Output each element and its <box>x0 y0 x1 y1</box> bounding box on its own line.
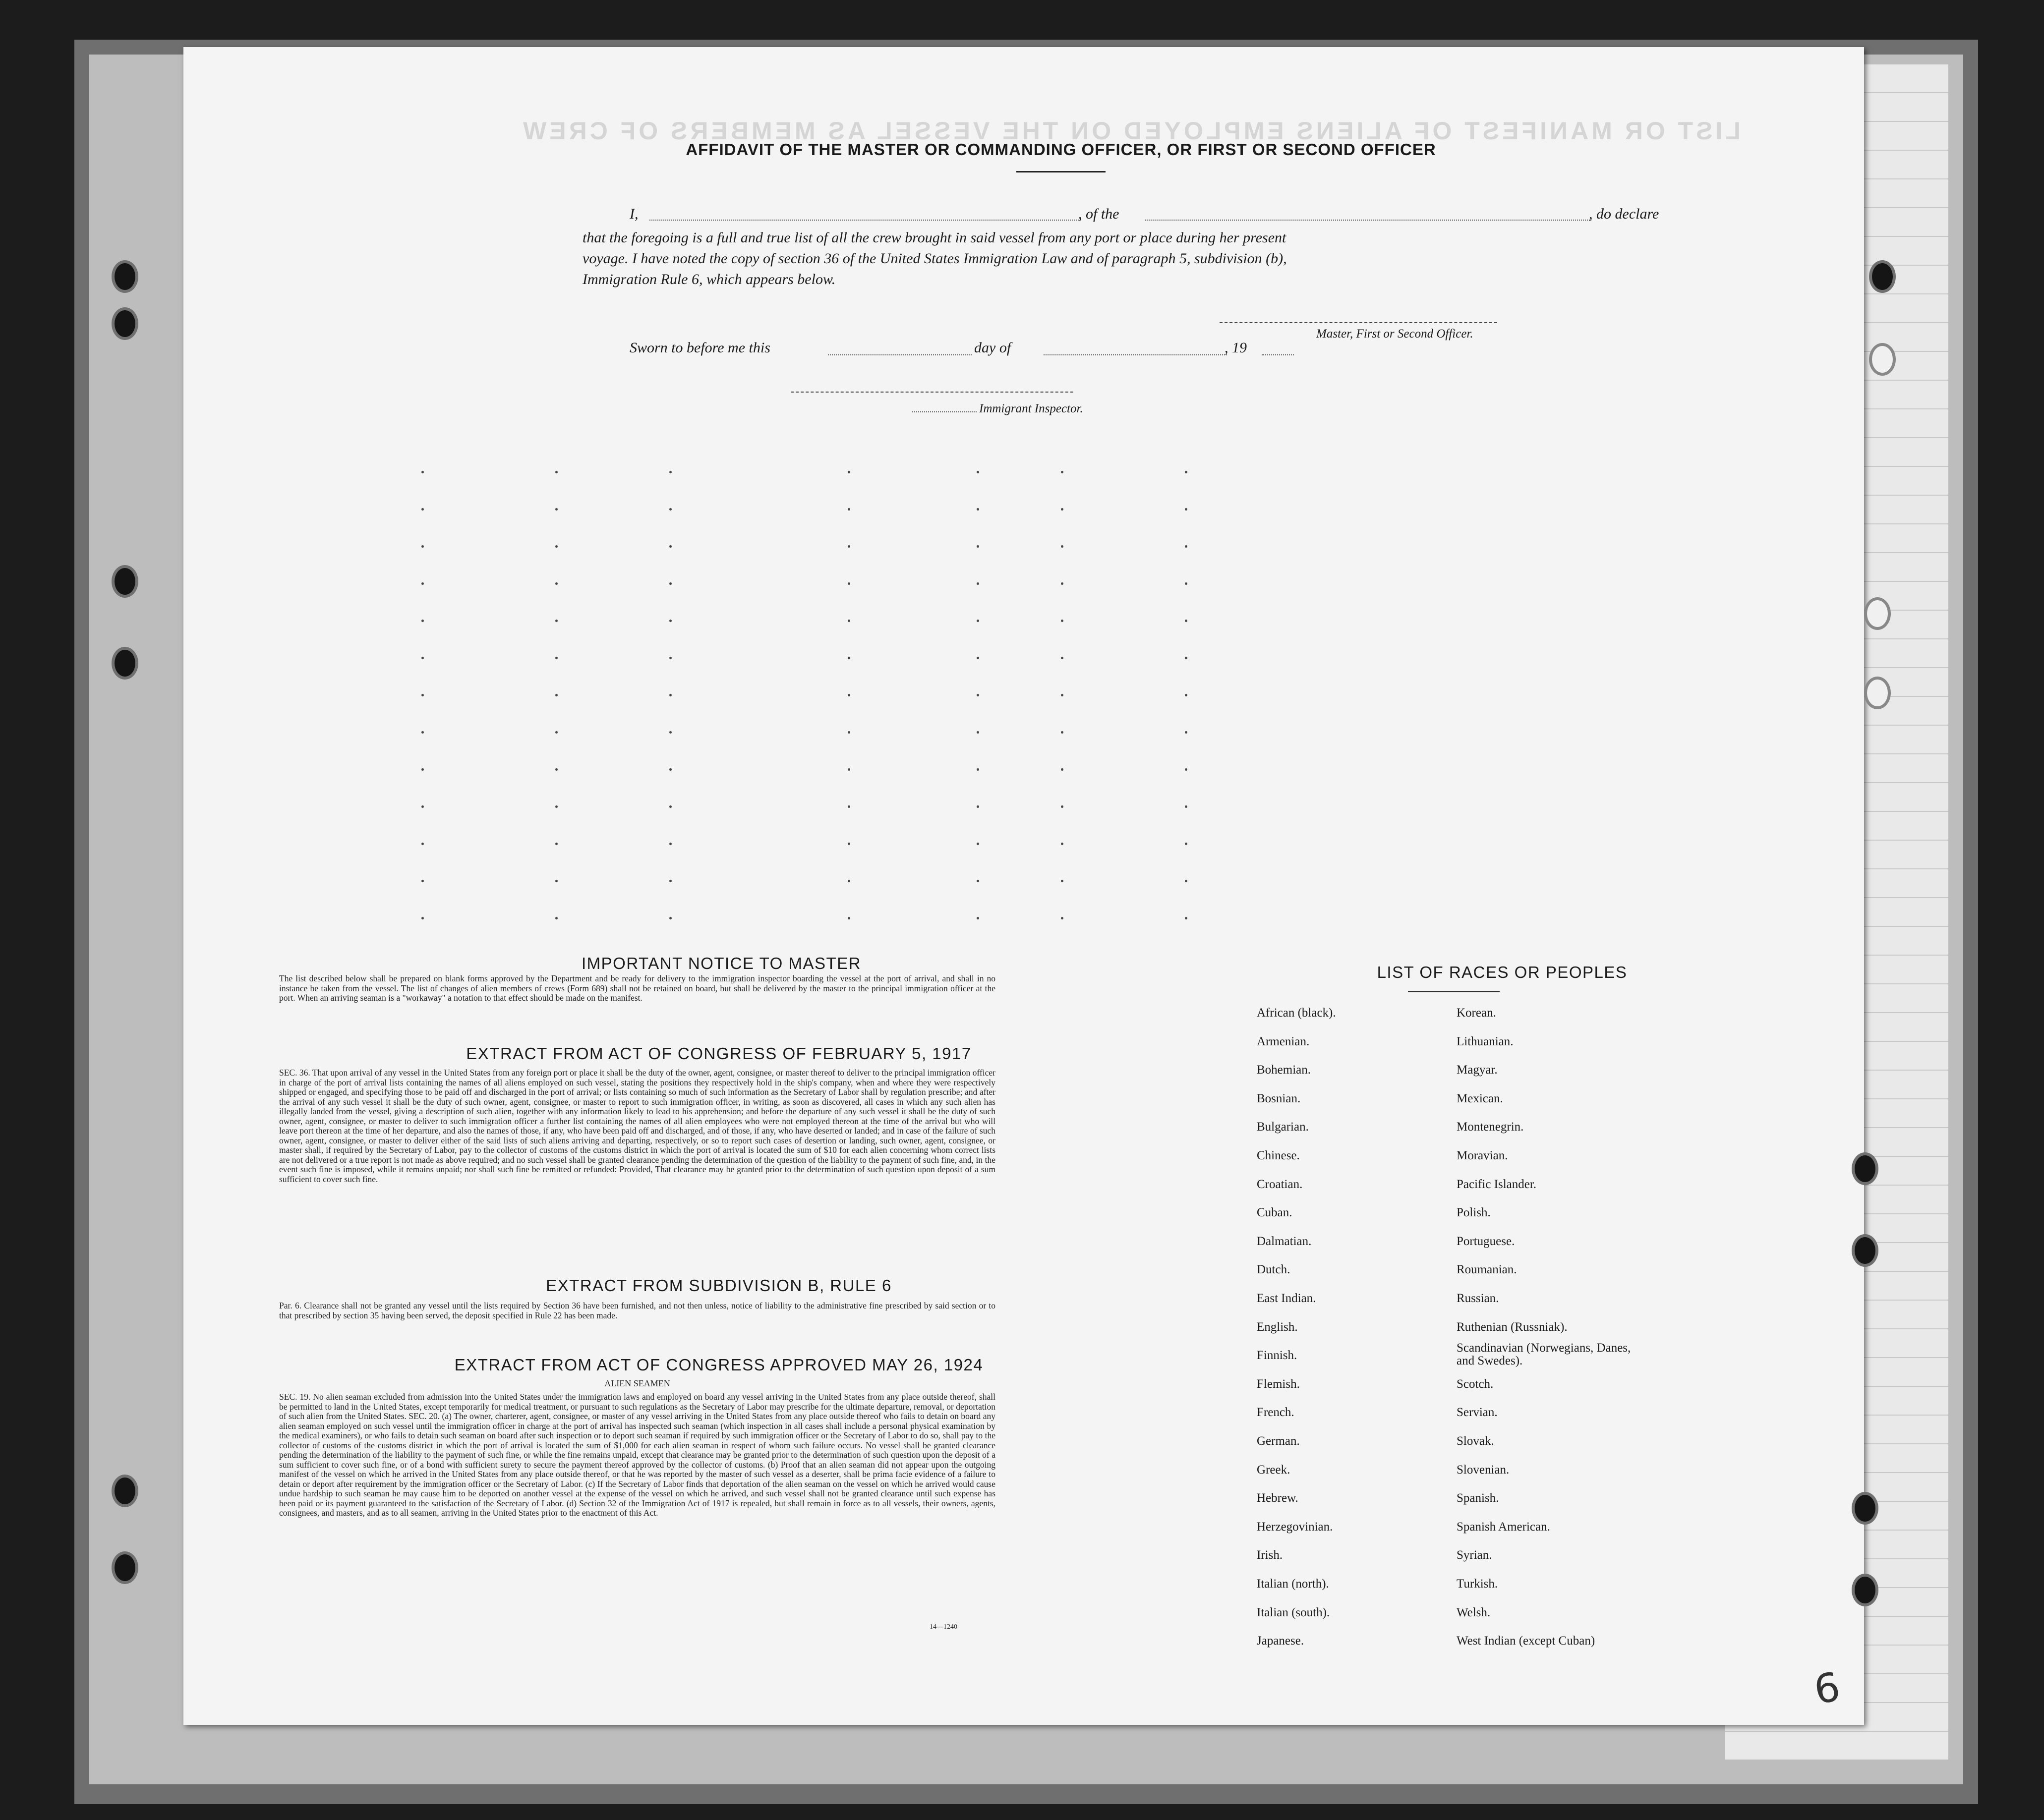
inspector-lead-dots <box>912 411 977 412</box>
binder-hole-icon <box>112 1551 138 1584</box>
race-item: German. <box>1257 1434 1300 1448</box>
race-item: Ruthenian (Russniak). <box>1457 1320 1568 1334</box>
race-item: Italian (south). <box>1257 1605 1330 1619</box>
races-title: LIST OF RACES OR PEOPLES <box>1377 963 1628 981</box>
binder-hole-icon <box>112 565 138 598</box>
sworn-day-label: day of <box>974 340 1011 356</box>
binder-hole-icon <box>1869 260 1896 293</box>
race-item: Syrian. <box>1457 1548 1492 1562</box>
binder-hole-icon <box>1864 597 1891 630</box>
race-item: Croatian. <box>1257 1177 1303 1191</box>
race-item: Turkish. <box>1457 1577 1498 1591</box>
race-item: Magyar. <box>1457 1063 1498 1077</box>
vessel-blank[interactable] <box>1145 220 1591 221</box>
race-item: African (black). <box>1257 1006 1336 1020</box>
bleed-through-heading: LIST OR MANIFEST OF ALIENS EMPLOYED ON THE VESSEL AS MEMBERS OF CREW <box>520 117 1741 145</box>
binder-hole-icon <box>1852 1152 1878 1185</box>
race-item: Portuguese. <box>1457 1234 1515 1248</box>
race-item: Scotch. <box>1457 1377 1494 1391</box>
affidavit-line-1: that the foregoing is a full and true list of all the crew brought in said vessel from any port or place during her present <box>583 229 1286 246</box>
page-number-handwritten: 6 <box>1810 1663 1844 1713</box>
inspector-signature-line[interactable] <box>791 392 1073 393</box>
race-item: Lithuanian. <box>1457 1034 1514 1048</box>
title-rule <box>1016 171 1106 172</box>
master-signature-line[interactable] <box>1220 322 1497 323</box>
race-item: Montenegrin. <box>1457 1120 1524 1134</box>
inspector-label: Immigrant Inspector. <box>979 402 1083 415</box>
extract-1917-title: EXTRACT FROM ACT OF CONGRESS OF FEBRUARY 5, 1917 <box>466 1044 972 1063</box>
affidavit-title: AFFIDAVIT OF THE MASTER OR COMMANDING OFFICER, OR FIRST OR SECOND OFFICER <box>686 140 1436 159</box>
race-item: West Indian (except Cuban) <box>1457 1634 1595 1648</box>
race-item: Bosnian. <box>1257 1091 1301 1105</box>
race-item: Finnish. <box>1257 1349 1297 1363</box>
race-item: Herzegovinian. <box>1257 1520 1333 1534</box>
binder-hole-icon <box>112 647 138 680</box>
subdivision-title: EXTRACT FROM SUBDIVISION B, RULE 6 <box>546 1276 892 1295</box>
declare-of-the: , of the <box>1078 206 1119 222</box>
race-item: Cuban. <box>1257 1206 1292 1220</box>
extract-1917-body: SEC. 36. That upon arrival of any vessel in the United States from any foreign port or place it shall be the duty of the owner, agent, consignee, or master thereof to deliver to the principal immigration officer in charge of the port of arrival lists containing the names of all aliens employed on such vessel, stating the positions they respectively hold in the ship's company, when and where they were respectively shipped or engaged, and specifying those to be paid off and discharged in the port of arrival; or lists containing so much of such information as the Secretary of Labor shall by regulation prescribe; and after the arrival of any such vessel it shall be the duty of such owner, agent, consignee, or master to report to such immigration officer, in writing, as soon as discovered, all cases in which any such alien has illegally landed from the vessel, giving a description of such alien, together with any information likely to lead to his apprehension; and before the departure of any such vessel it shall be the duty of such owner, agent, consignee, or master to deliver to such immigration officer a further list containing the names of all alien employees who were not employed thereon at the time of the arrival but who will leave port thereon at the time of her departure, and also the names of those, if any, who have been paid off and discharged, and of those, if any, who have deserted or landed; and in case of the failure of such owner, agent, consignee, or master to deliver either of the said lists of such aliens arriving and departing, respectively, or so to report such cases of desertion or landing, such owner, agent, consignee, or master shall, if required by the Secretary of Labor, pay to the collector of customs of the customs district in which the port of arrival is located the sum of $10 for each alien concerning whom correct lists are not delivered or a true report is not made as above required; and no such vessel shall be granted clearance pending the determination of the question of the liability to the payment of such fine, and, in the event such fine is imposed, while it remains unpaid; nor shall such fine be remitted or refunded: Provided, That clearance may be granted prior to the determination of such question upon deposit of a sum sufficient to cover such fine. <box>279 1068 995 1184</box>
column-dots <box>421 454 1562 949</box>
race-item: Bulgarian. <box>1257 1120 1309 1134</box>
race-item: Chinese. <box>1257 1149 1300 1162</box>
race-item: Dalmatian. <box>1257 1234 1312 1248</box>
alien-seamen-subtitle: ALIEN SEAMEN <box>604 1378 670 1388</box>
race-item: Spanish. <box>1457 1491 1499 1505</box>
race-item: Bohemian. <box>1257 1063 1311 1077</box>
race-item: English. <box>1257 1320 1298 1334</box>
binder-hole-icon <box>112 307 138 340</box>
race-item: Flemish. <box>1257 1377 1300 1391</box>
sworn-day-blank[interactable] <box>828 354 972 355</box>
races-rule <box>1408 991 1500 992</box>
sworn-year-blank[interactable] <box>1262 354 1294 355</box>
race-item: Italian (north). <box>1257 1577 1329 1591</box>
race-item: Dutch. <box>1257 1263 1290 1277</box>
race-item: Irish. <box>1257 1548 1283 1562</box>
race-item: Spanish American. <box>1457 1520 1550 1534</box>
declare-do: , do declare <box>1589 206 1659 222</box>
subdivision-body: Par. 6. Clearance shall not be granted any vessel until the lists required by Section 36 have been furnished, and not then unless, notice of liability to the administrative fine prescribed by said section or to that prescribed by section 35 having been served, the deposit specified in Rule 22 has been made. <box>279 1301 995 1320</box>
extract-1924-title: EXTRACT FROM ACT OF CONGRESS APPROVED MAY 26, 1924 <box>454 1356 984 1374</box>
race-item: Moravian. <box>1457 1149 1508 1162</box>
race-item: Hebrew. <box>1257 1491 1298 1505</box>
binder-hole-icon <box>112 260 138 293</box>
race-item: Korean. <box>1457 1006 1496 1020</box>
race-item: Servian. <box>1457 1406 1498 1420</box>
race-item: Slovenian. <box>1457 1463 1510 1477</box>
notice-title: IMPORTANT NOTICE TO MASTER <box>581 954 861 972</box>
race-item: Armenian. <box>1257 1034 1310 1048</box>
race-item: Russian. <box>1457 1292 1499 1305</box>
race-item: Pacific Islander. <box>1457 1177 1537 1191</box>
binder-hole-icon <box>1852 1574 1878 1606</box>
notice-body: The list described below shall be prepared on blank forms approved by the Department and be ready for delivery to the immigration inspector boarding the vessel at the port of arrival, and shall in no instance be taken from the vessel. The list of changes of alien members of crews (Form 689) shall not be retained on board, but shall be delivered by the master to the principal immigration officer at the port. When an arriving seaman is a "workaway" a notation to that effect should be made on the manifest. <box>279 973 995 1003</box>
race-item: French. <box>1257 1406 1294 1420</box>
race-item: Japanese. <box>1257 1634 1304 1648</box>
binder-hole-icon <box>112 1475 138 1507</box>
race-item: East Indian. <box>1257 1292 1316 1305</box>
binder-hole-icon <box>1864 677 1891 709</box>
race-item: Greek. <box>1257 1463 1290 1477</box>
binder-hole-icon <box>1852 1234 1878 1267</box>
sworn-month-blank[interactable] <box>1044 354 1227 355</box>
binder-hole-icon <box>1869 343 1896 376</box>
race-item: Polish. <box>1457 1206 1491 1220</box>
race-item: Roumanian. <box>1457 1263 1517 1277</box>
race-item: Slovak. <box>1457 1434 1494 1448</box>
binder-hole-icon <box>1852 1492 1878 1525</box>
affidavit-line-2: voyage. I have noted the copy of section 36 of the United States Immigration Law and of paragraph 5, subdivision (b), <box>583 250 1287 267</box>
extract-1924-body: SEC. 19. No alien seaman excluded from admission into the United States under the immigration laws and employed on board any vessel arriving in the United States from any place outside thereof, shall be permitted to land in the United States, except temporarily for medical treatment, or pursuant to such regulations as the Secretary of Labor may prescribe for the ultimate departure, removal, or deportation of such alien from the United States. SEC. 20. (a) The owner, charterer, agent, consignee, or master of any vessel arriving in the United States from any place outside thereof who fails to detain on board any alien seaman employed on such vessel until the immigration officer in charge at the port of arrival has inspected such seaman (which inspection in all cases shall include a personal physical examination by the medical examiners), or who fails to detain such seaman on board after such inspection or to deport such seaman if required by such immigration officer or the Secretary of Labor to do so, shall pay to the collector of customs of the customs district in which the port of arrival is located the sum of $1,000 for each alien seaman in respect of whom such failure occurs. No vessel shall be granted clearance pending the determination of the liability to the payment of such fine, or while the fine remains unpaid, except that clearance may be granted prior to the determination of such question upon the deposit of a sum sufficient to cover such fine, or of a bond with sufficient surety to secure the payment thereof approved by the collector of customs. (b) Proof that an alien seaman did not appear upon the outgoing manifest of the vessel on which he arrived in the United States from any place outside thereof, or that he was reported by the master of such vessel as a deserter, shall be prima facie evidence of a failure to detain or deport after requirement by the immigration officer or the Secretary of Labor. (c) If the Secretary of Labor finds that deportation of the alien seaman on the vessel on which he arrived would cause undue hardship to such seaman he may cause him to be deported on another vessel at the expense of the vessel on which he arrived, and such vessel shall not be granted clearance until such expense has been paid or its payment guaranteed to the satisfaction of the Secretary of Labor. (d) Section 32 of the Immigration Act of 1917 is repealed, but shall remain in force as to all vessels, their owners, agents, consignees, and masters, and as to all seamen, arriving in the United States prior to the enactment of this Act. <box>279 1392 995 1518</box>
race-item: Welsh. <box>1457 1605 1491 1619</box>
declare-i: I, <box>630 206 639 222</box>
affidavit-page <box>183 47 1864 1725</box>
race-item: Mexican. <box>1457 1091 1503 1105</box>
affidavit-line-3: Immigration Rule 6, which appears below. <box>583 271 836 287</box>
form-number: 14—1240 <box>930 1623 957 1631</box>
master-signature-label: Master, First or Second Officer. <box>1316 327 1473 341</box>
sworn-year-label: , 19 <box>1225 340 1247 356</box>
sworn-prefix: Sworn to before me this <box>630 340 770 356</box>
race-item: Scandinavian (Norwegians, Danes, and Swedes). <box>1457 1341 1631 1368</box>
name-blank[interactable] <box>649 220 1081 221</box>
